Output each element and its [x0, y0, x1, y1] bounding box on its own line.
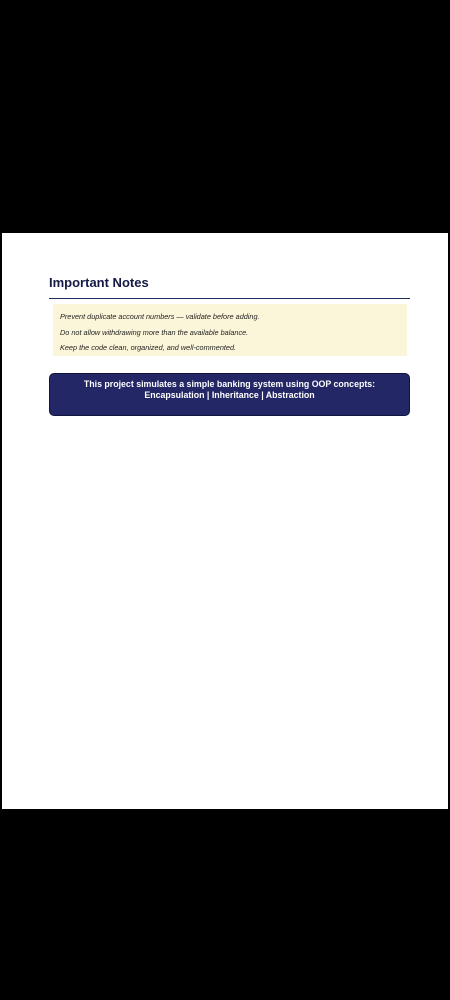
- banner-line-1: This project simulates a simple banking system using OOP concepts:: [83, 379, 376, 389]
- notes-box: [53, 304, 407, 356]
- note-item: Do not allow withdrawing more than the available balance.: [60, 327, 249, 337]
- section-title: Important Notes: [49, 275, 149, 290]
- note-item: Keep the code clean, organized, and well-commented.: [60, 343, 237, 352]
- banner-line-2: Encapsulation | Inheritance | Abstraction: [144, 390, 315, 400]
- note-item: Prevent duplicate account numbers — validate before adding.: [60, 312, 260, 321]
- document-page: [2, 233, 448, 809]
- summary-banner: [49, 373, 410, 416]
- section-divider: [49, 298, 410, 299]
